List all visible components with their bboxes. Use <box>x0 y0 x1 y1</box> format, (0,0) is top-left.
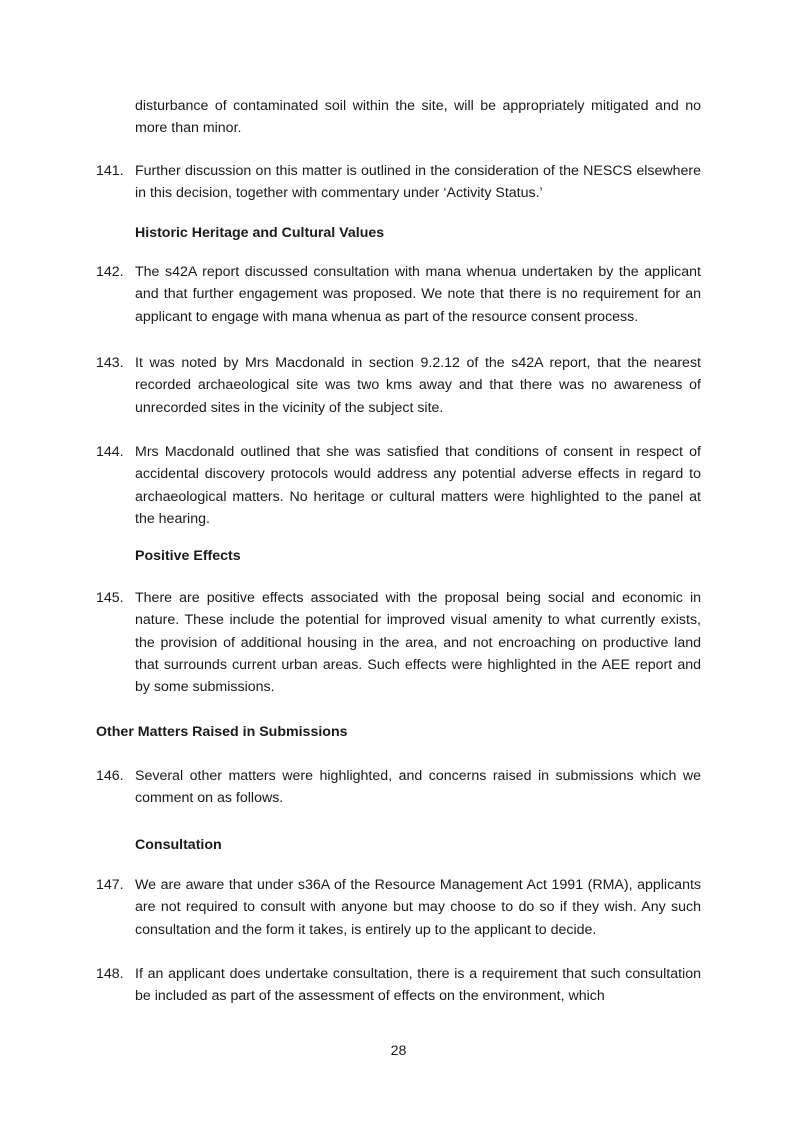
paragraph-text: There are positive effects associated with the proposal being social and economic in nature. These include the potential for improved visual amenity to what currently exists, the provision of additional housing in the area, and not encroaching on productive land that surrounds current urban areas. Such effects were highlighted in the AEE report and by some submissions. <box>135 590 701 696</box>
paragraph-number: 141. <box>96 163 124 179</box>
paragraph-number: 145. <box>96 590 124 606</box>
paragraph-text: We are aware that under s36A of the Resource Management Act 1991 (RMA), applicants are not required to consult with anyone but may choose to do so if they wish. Any such consultation and the form it takes, is entirely up to the applicant to decide. <box>135 877 701 938</box>
paragraph-144 <box>96 441 701 530</box>
paragraph-text: Mrs Macdonald outlined that she was satisfied that conditions of consent in respect of accidental discovery protocols would address any potential adverse effects in regard to archaeological matters. No heritage or cultural matters were highlighted to the panel at the hearing. <box>135 444 701 527</box>
paragraph-text: If an applicant does undertake consultation, there is a requirement that such consultation be included as part of the assessment of effects on the environment, which <box>135 966 701 1005</box>
paragraph-number: 144. <box>96 444 124 460</box>
paragraph-text: It was noted by Mrs Macdonald in section 9.2.12 of the s42A report, that the nearest recorded archaeological site was two kms away and that there was no awareness of unrecorded sites in the vicinity of the subject site. <box>135 355 701 416</box>
paragraph-number: 147. <box>96 877 124 893</box>
paragraph-text: Further discussion on this matter is outlined in the consideration of the NESCS elsewhere in this decision, together with commentary under ‘Activity Status.’ <box>135 163 701 202</box>
paragraph-141 <box>96 160 701 205</box>
paragraph-147 <box>96 874 701 941</box>
paragraph-number: 142. <box>96 264 124 280</box>
paragraph-148 <box>96 963 701 1008</box>
heading-positive-effects: Positive Effects <box>135 548 241 564</box>
page-number: 28 <box>390 1043 407 1059</box>
heading-consultation: Consultation <box>135 837 222 853</box>
paragraph-146 <box>96 765 701 810</box>
heading-heritage: Historic Heritage and Cultural Values <box>135 225 385 241</box>
paragraph-145 <box>96 587 701 698</box>
paragraph-number: 148. <box>96 966 124 982</box>
paragraph-number: 143. <box>96 355 124 371</box>
paragraph-143 <box>96 352 701 419</box>
heading-other-matters: Other Matters Raised in Submissions <box>96 724 348 740</box>
paragraph-number: 146. <box>96 768 124 784</box>
paragraph-text: Several other matters were highlighted, and concerns raised in submissions which we comment on as follows. <box>135 768 701 807</box>
paragraph-142 <box>96 261 701 328</box>
continuation-text: disturbance of contaminated soil within the site, will be appropriately mitigated and no more than minor. <box>135 98 701 137</box>
paragraph-text: The s42A report discussed consultation with mana whenua undertaken by the applicant and that further engagement was proposed. We note that there is no requirement for an applicant to engage with mana whenua as part of the resource consent process. <box>135 264 701 325</box>
